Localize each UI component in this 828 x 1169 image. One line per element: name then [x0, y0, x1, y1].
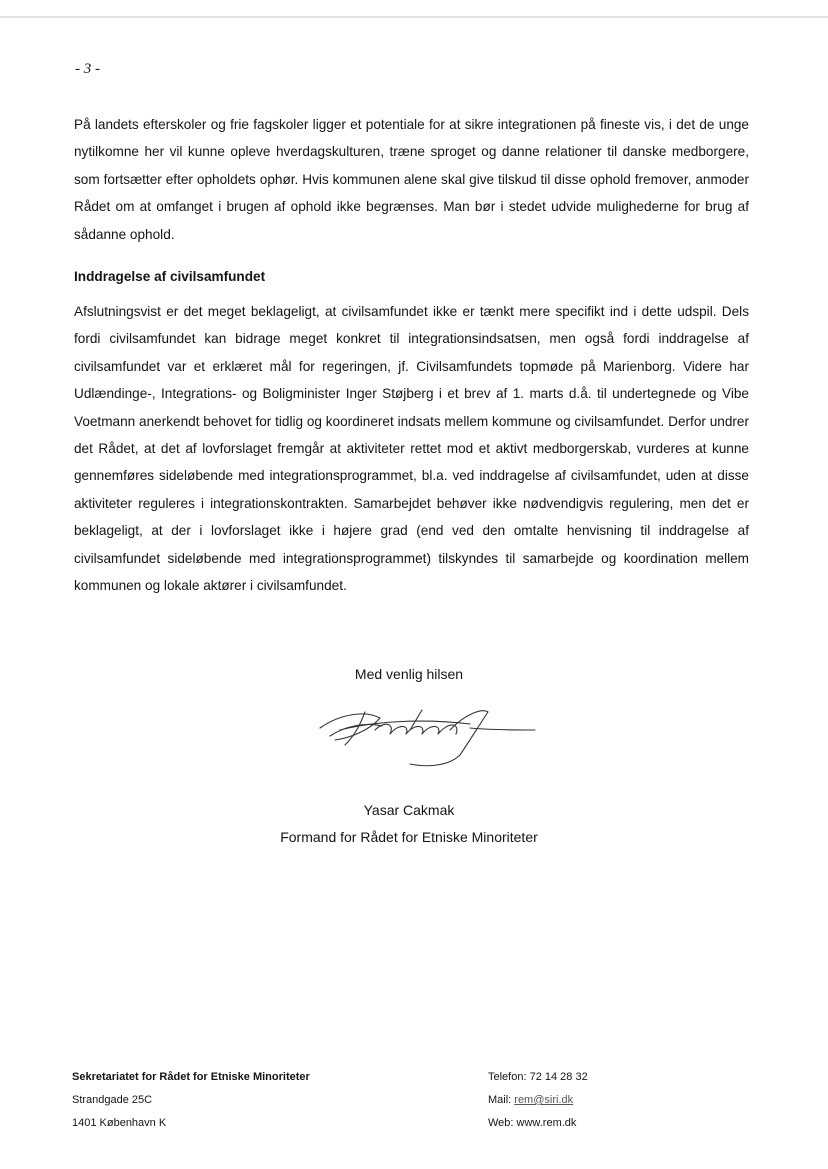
signer-title: Formand for Rådet for Etniske Minoriteter: [280, 829, 538, 845]
handwritten-signature: [310, 700, 550, 770]
paragraph-civilsamfundet: Afslutningsvist er det meget beklageligt, at civilsamfundet ikke er tænkt mere specifikt ind i dette udspil. Dels fordi civilsamfundet kan bidrage meget konkret til integrationsindsatsen, men også fordi inddragelse af civilsamfundet var et erklæret mål for regeringen, jf. Civilsamfundets topmøde på Marienborg. Videre har Udlændinge-, Integrations- og Boligminister Inger Støjberg i et brev af 1. marts d.å. til undertegnede og Vibe Voetmann anerkendt behovet for tidlig og koordineret indsats mellem kommune og civilsamfundet. Derfor undrer det Rådet, at det af lovforslaget fremgår at aktiviteter rettet mod et aktivt medborgerskab, vurderes at kunne gennemføres sideløbende med integrationsprogrammet, bl.a. ved inddragelse af civilsamfundet, uden at disse aktiviteter reguleres i integrationskontrakten. Samarbejdet behøver ikke nødvendigvis regulering, men det er beklageligt, at der i lovforslaget ikke i højere grad (end ved den omtalte henvisning til inddragelse af civilsamfundet sideløbende med integrationsprogrammet) tilskyndes til samarbejde og koordination mellem kommunen og lokale aktører i civilsamfundet.: [74, 304, 749, 594]
footer-org-name: Sekretariatet for Rådet for Etniske Minoriteter: [72, 1071, 310, 1083]
paragraph-efterskoler: På landets efterskoler og frie fagskoler ligger et potentiale for at sikre integrationen på fineste vis, i det de unge nytilkomne her vil kunne opleve hverdagskulturen, træne sproget og danne relationer til danske medborgere, som fortsætter efter opholdets ophør. Hvis kommunen alene skal give tilskud til disse ophold fremover, anmoder Rådet om at omfanget i brugen af ophold ikke begrænses. Man bør i stedet udvide mulighederne for brug af sådanne ophold.: [74, 117, 749, 242]
top-border-line: [0, 16, 828, 18]
footer-address: [72, 1066, 310, 1135]
footer-phone: Telefon: 72 14 28 32: [488, 1071, 588, 1083]
footer-contact: [488, 1066, 588, 1135]
footer-web: Web: www.rem.dk: [488, 1117, 577, 1129]
footer-mail-link[interactable]: rem@siri.dk: [514, 1094, 574, 1106]
footer-street: Strandgade 25C: [72, 1094, 153, 1106]
footer-mail: [488, 1089, 588, 1112]
closing-greeting: Med venlig hilsen: [354, 666, 464, 682]
footer-mail-label: Mail:: [488, 1094, 515, 1106]
footer-city: 1401 København K: [72, 1117, 167, 1129]
signer-name: Yasar Cakmak: [363, 802, 455, 818]
page-number: - 3 -: [75, 61, 100, 77]
section-heading: Inddragelse af civilsamfundet: [74, 269, 266, 284]
